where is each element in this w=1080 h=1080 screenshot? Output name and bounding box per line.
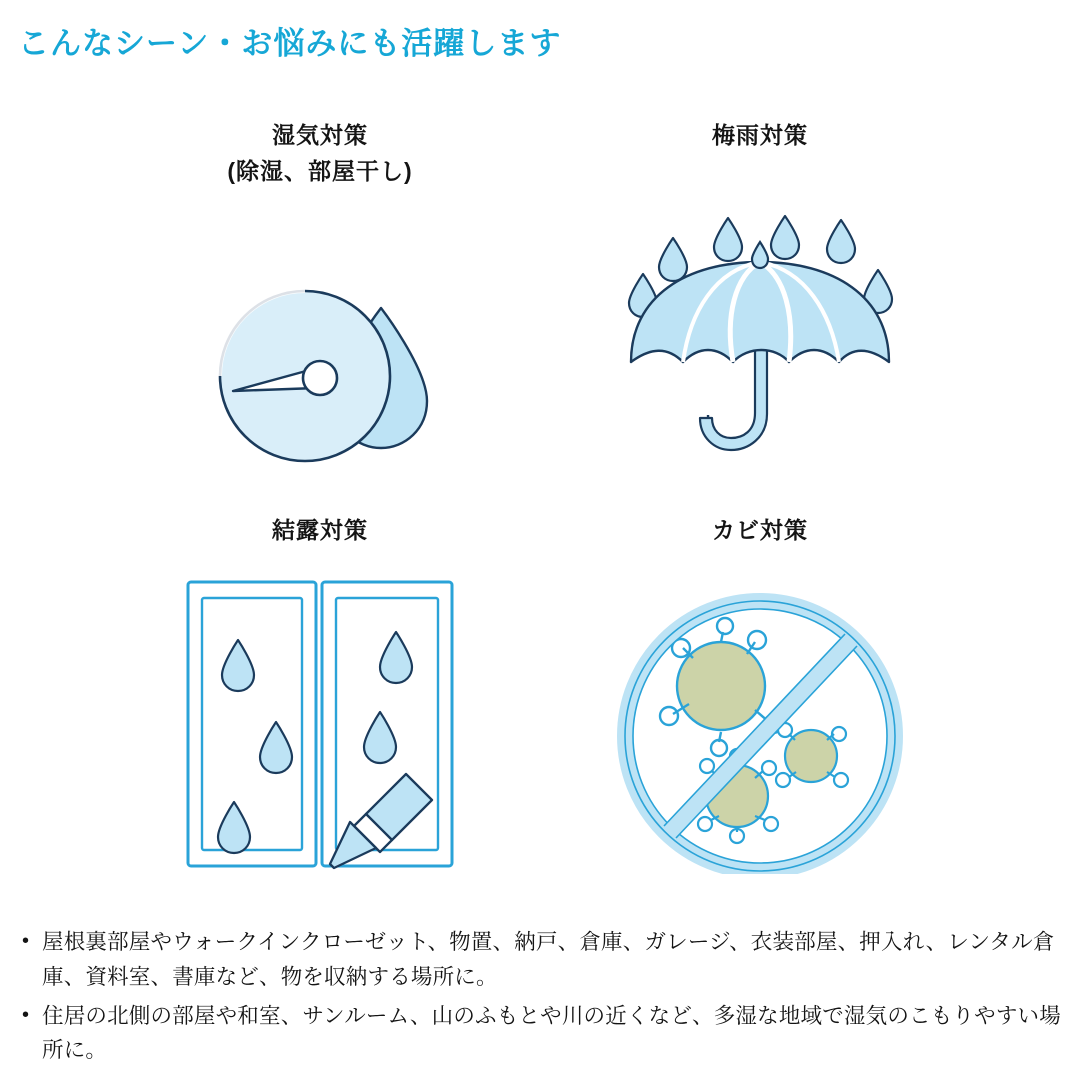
cell-title-mold <box>560 513 960 549</box>
grid-cell-humidity <box>120 118 520 501</box>
humidity-gauge-droplet-icon <box>120 201 520 501</box>
icon-grid <box>120 118 960 889</box>
list-item: • 住居の北側の部屋や和室、サンルーム、山のふもとや川の近くなど、多湿な地域で湿気のこもりやすい場所に。 <box>14 999 1066 1069</box>
no-mold-icon <box>560 559 960 889</box>
grid-cell-mold <box>560 513 960 889</box>
cell-title-condensation <box>120 513 520 549</box>
grid-cell-condensation <box>120 513 520 889</box>
page-title: こんなシーン・お悩みにも活躍します <box>18 26 562 61</box>
cell-title-line1: 結露対策 <box>272 517 368 544</box>
cell-title-line1: 湿気対策 <box>272 122 368 148</box>
cell-title-line1: カビ対策 <box>712 517 808 544</box>
cell-title-line2: (除湿、部屋干し) <box>227 157 413 184</box>
umbrella-rain-icon <box>560 166 960 466</box>
cell-title-humidity <box>120 118 520 189</box>
window-condensation-squeegee-icon <box>120 559 520 889</box>
grid-cell-rainy-season <box>560 118 960 501</box>
cell-title-line1: 梅雨対策 <box>712 122 808 148</box>
bullet-list <box>14 925 1066 1072</box>
cell-title-rainy-season <box>560 118 960 154</box>
list-item: • 屋根裏部屋やウォークインクローゼット、物置、納戸、倉庫、ガレージ、衣装部屋、押入れ、レンタル倉庫、資料室、書庫など、物を収納する場所に。 <box>14 925 1066 995</box>
